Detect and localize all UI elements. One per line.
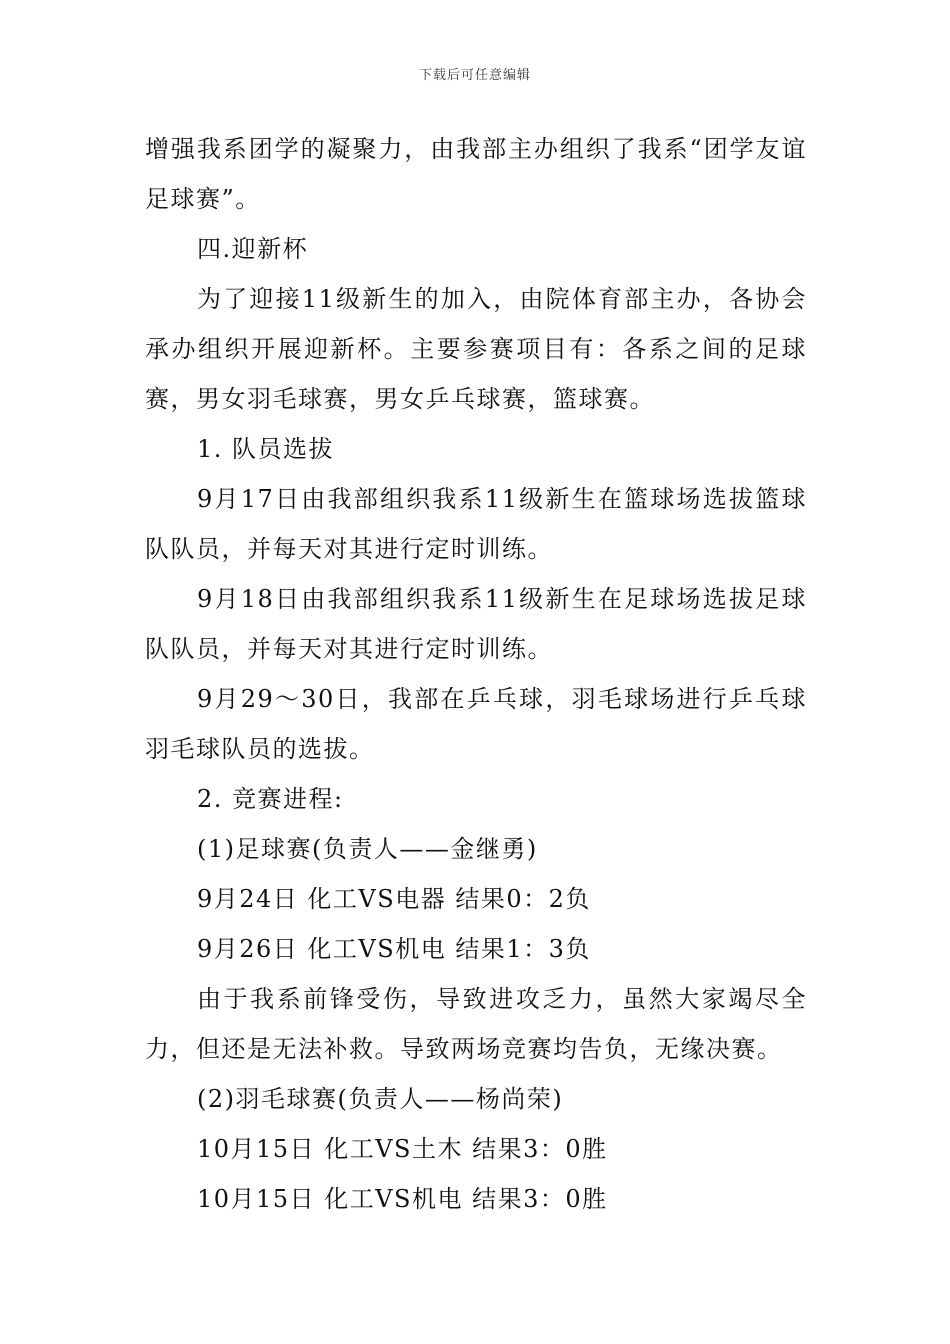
subheading-player-selection: 1. 队员选拔 xyxy=(197,435,335,463)
match-result-line: 9月24日 化工VS电器 结果0：2负 xyxy=(197,885,591,913)
match-result-line: 10月15日 化工VS土木 结果3：0胜 xyxy=(197,1135,608,1163)
paragraph-football-selection: 9月18日由我部组织我系11级新生在足球场选拔足球队队员，并每天对其进行定时训练。 xyxy=(145,585,807,663)
paragraph-table-tennis-badminton-selection: 9月29～30日，我部在乒乓球，羽毛球场进行乒乓球羽毛球队员的选拔。 xyxy=(145,685,807,763)
subheading-football-match: (1)足球赛(负责人——金继勇) xyxy=(197,835,538,863)
match-result-line: 9月26日 化工VS机电 结果1：3负 xyxy=(197,935,591,963)
paragraph-intro: 增强我系团学的凝聚力，由我部主办组织了我系“团学友谊足球赛”。 xyxy=(145,135,807,213)
section-heading-welcome-cup: 四.迎新杯 xyxy=(197,235,309,263)
paragraph-football-summary: 由于我系前锋受伤，导致进攻乏力，虽然大家竭尽全力，但还是无法补救。导致两场竞赛均告负，无缘决赛。 xyxy=(145,985,807,1063)
paragraph-welcome-cup-description: 为了迎接11级新生的加入，由院体育部主办，各协会承办组织开展迎新杯。主要参赛项目有：各系之间的足球赛，男女羽毛球赛，男女乒乓球赛，篮球赛。 xyxy=(145,285,807,413)
paragraph-basketball-selection: 9月17日由我部组织我系11级新生在篮球场选拔篮球队队员，并每天对其进行定时训练。 xyxy=(145,485,807,563)
page-header: 下载后可任意编辑 xyxy=(418,68,531,83)
subheading-competition-progress: 2. 竞赛进程: xyxy=(197,785,344,813)
subheading-badminton-match: (2)羽毛球赛(负责人——杨尚荣) xyxy=(197,1085,564,1113)
match-result-line: 10月15日 化工VS机电 结果3：0胜 xyxy=(197,1185,608,1213)
document-body xyxy=(145,124,807,1224)
